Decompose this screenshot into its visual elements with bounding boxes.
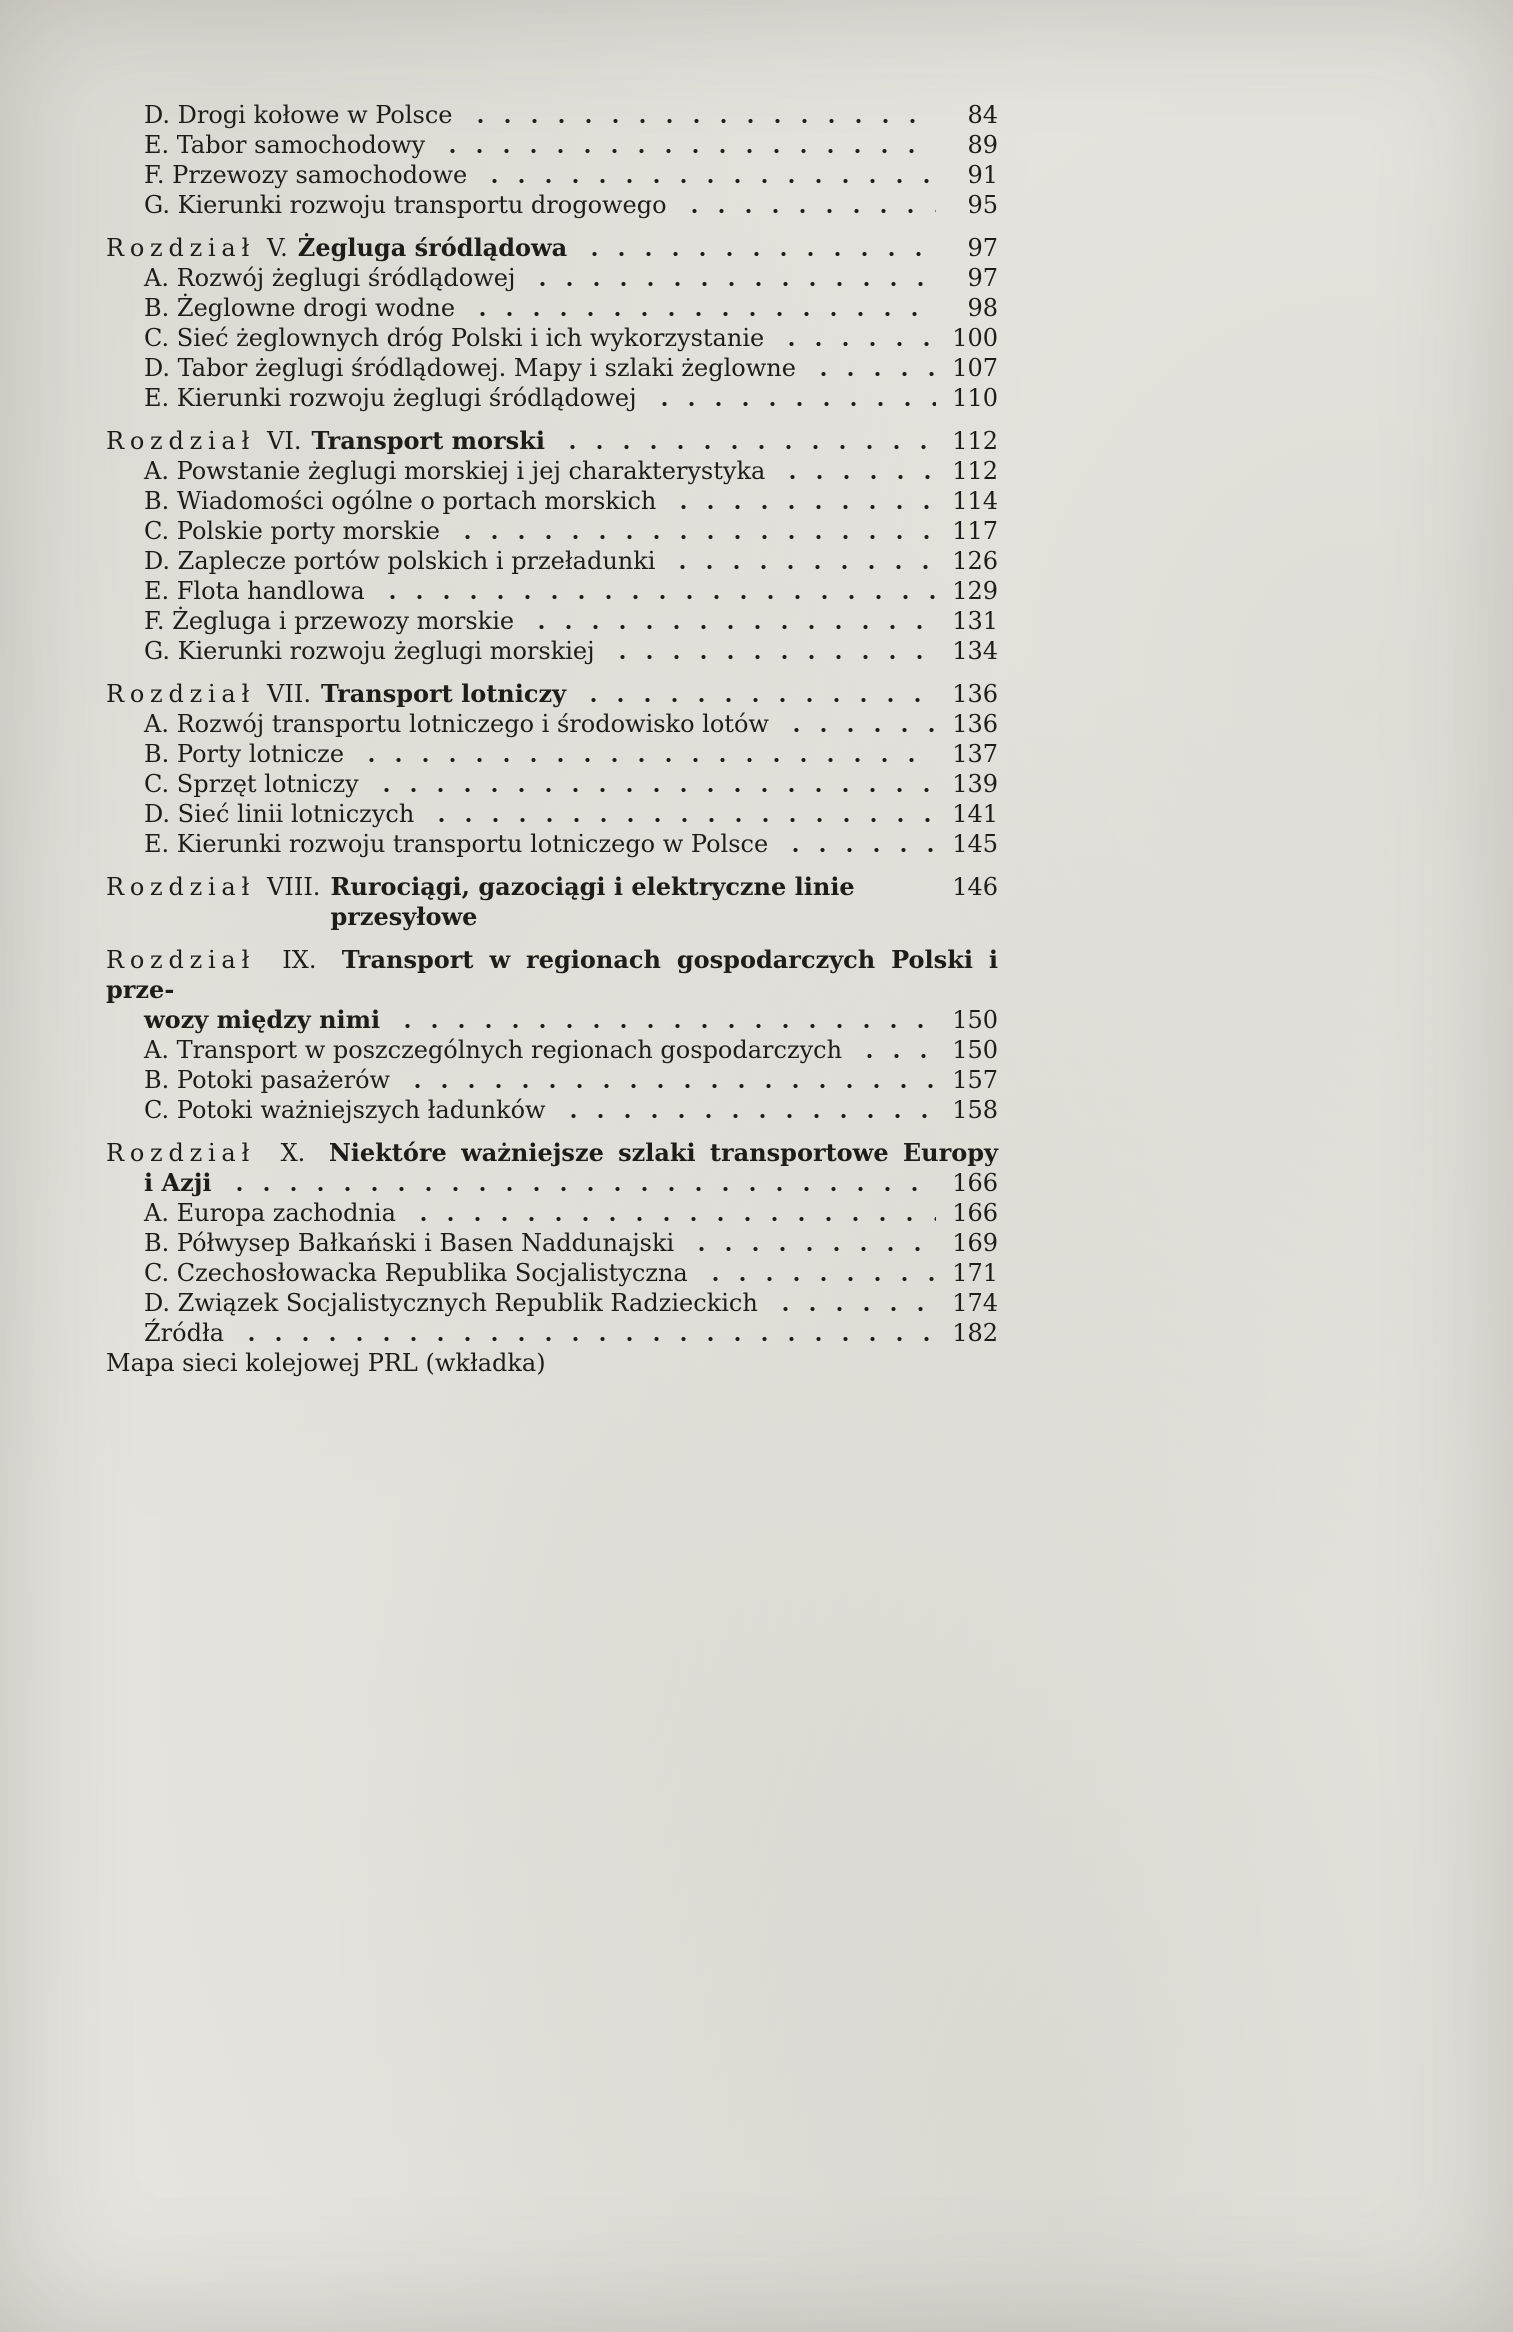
entry-title: D. Zaplecze portów polskich i przeładunki: [144, 547, 656, 575]
entry-title: B. Żeglowne drogi wodne: [144, 294, 456, 322]
toc-line: [106, 1138, 998, 1168]
entry-title: i Azji: [144, 1168, 212, 1197]
entry-title: Transport lotniczy: [320, 679, 567, 708]
dot-leader: [467, 118, 936, 124]
entry-title: C. Sprzęt lotniczy: [144, 770, 359, 798]
chapter-number: IX.: [282, 946, 317, 974]
chapter-number: VIII.: [267, 873, 321, 901]
page-number: 84: [967, 101, 998, 129]
dot-leader: [580, 697, 936, 703]
entry-title: G. Kierunki rozwoju transportu drogowego: [144, 191, 667, 219]
entry-title: Mapa sieci kolejowej PRL (wkładka): [106, 1349, 546, 1377]
entry-title: C. Potoki ważniejszych ładunków: [144, 1096, 546, 1124]
chapter-word: Rozdział: [106, 234, 256, 262]
entry-title: B. Porty lotnicze: [144, 740, 345, 768]
toc-line: [106, 546, 998, 576]
entry-title: Żegluga śródlądowa: [297, 233, 568, 262]
entry-title: C. Sieć żeglownych dróg Polski i ich wykorzystanie: [144, 324, 765, 352]
toc-line: [106, 190, 998, 220]
entry-title: A. Powstanie żeglugi morskiej i jej charakterystyka: [144, 457, 766, 485]
page-number: 171: [952, 1259, 998, 1287]
page-number: 97: [967, 264, 998, 292]
page-number: 150: [952, 1036, 998, 1064]
dot-leader: [609, 654, 936, 660]
entry-title: Transport w regionach gospodarczych Polski i prze-: [106, 945, 998, 1004]
chapter-number: VII.: [267, 680, 311, 708]
dot-leader: [651, 401, 936, 407]
page-number: 89: [967, 131, 998, 159]
entry-title: E. Kierunki rozwoju transportu lotniczego w Polsce: [144, 830, 769, 858]
entry-title: D. Związek Socjalistycznych Republik Radzieckich: [144, 1289, 758, 1317]
toc-line: [106, 739, 998, 769]
entry-title: E. Flota handlowa: [144, 577, 365, 605]
page-number: 136: [952, 680, 998, 708]
toc-line: [106, 636, 998, 666]
chapter-number: X.: [280, 1139, 306, 1167]
toc-line: [106, 606, 998, 636]
entry-title: B. Potoki pasażerów: [144, 1066, 391, 1094]
toc-line: [106, 1035, 998, 1065]
toc-line: [106, 872, 998, 932]
page-number: 91: [967, 161, 998, 189]
dot-leader: [529, 281, 936, 287]
entry-title: C. Polskie porty morskie: [144, 517, 440, 545]
page-number: 150: [952, 1006, 998, 1034]
page-number: 100: [952, 324, 998, 352]
dot-leader: [669, 564, 936, 570]
entry-title: A. Rozwój żeglugi śródlądowej: [144, 264, 516, 292]
chapter-number: V.: [267, 234, 288, 262]
page-number: 182: [952, 1319, 998, 1347]
dot-leader: [528, 624, 936, 630]
chapter-word: Rozdział: [106, 946, 256, 974]
toc-line: [106, 160, 998, 190]
toc-line: [106, 383, 998, 413]
dot-leader: [688, 1246, 936, 1252]
toc-line: [106, 1005, 998, 1035]
dot-leader: [394, 1023, 936, 1029]
toc-line: [106, 709, 998, 739]
page-number: 110: [952, 384, 998, 412]
toc-line: [106, 456, 998, 486]
page-number: 141: [952, 800, 998, 828]
entry-title: F. Przewozy samochodowe: [144, 161, 468, 189]
entry-title: Transport morski: [311, 426, 545, 455]
dot-leader: [238, 1336, 936, 1342]
entry-title: B. Półwysep Bałkański i Basen Naddunajski: [144, 1229, 675, 1257]
dot-leader: [428, 817, 936, 823]
toc-line: [106, 769, 998, 799]
entry-title: F. Żegluga i przewozy morskie: [144, 607, 515, 635]
dot-leader: [439, 148, 936, 154]
toc-line: [106, 1258, 998, 1288]
dot-leader: [783, 727, 936, 733]
page-number: 129: [952, 577, 998, 605]
dot-leader: [454, 534, 936, 540]
entry-title: B. Wiadomości ogólne o portach morskich: [144, 487, 657, 515]
toc-line: [106, 1095, 998, 1125]
page-number: 112: [952, 427, 998, 455]
toc-line: [106, 486, 998, 516]
dot-leader: [856, 1053, 936, 1059]
toc-line: [106, 130, 998, 160]
entry-title: Rurociągi, gazociągi i elektryczne linie przesyłowe: [330, 872, 855, 931]
entry-title: G. Kierunki rozwoju żeglugi morskiej: [144, 637, 595, 665]
dot-leader: [373, 787, 936, 793]
entry-title: E. Kierunki rozwoju żeglugi śródlądowej: [144, 384, 637, 412]
dot-leader: [358, 757, 936, 763]
toc-line: [106, 1348, 998, 1378]
page-number: 134: [952, 637, 998, 665]
entry-title: C. Czechosłowacka Republika Socjalistyczna: [144, 1259, 688, 1287]
entry-title: D. Drogi kołowe w Polsce: [144, 101, 453, 129]
dot-leader: [481, 178, 936, 184]
chapter-word: Rozdział: [106, 873, 256, 901]
page-number: 112: [952, 457, 998, 485]
dot-leader: [560, 1366, 986, 1372]
page-number: 146: [952, 873, 998, 901]
toc-line: [106, 679, 998, 709]
chapter-word: Rozdział: [106, 1139, 256, 1167]
chapter-word: Rozdział: [106, 427, 256, 455]
toc-line: [106, 1288, 998, 1318]
page-number: 117: [952, 517, 998, 545]
entry-title: wozy między nimi: [144, 1005, 381, 1034]
page-number: 98: [967, 294, 998, 322]
toc-line: [106, 1318, 998, 1348]
page-number: 166: [952, 1169, 998, 1197]
toc-line: [106, 829, 998, 859]
toc-line: [106, 516, 998, 546]
entry-title: Niektóre ważniejsze szlaki transportowe Europy: [328, 1138, 998, 1167]
dot-leader: [410, 1216, 936, 1222]
toc-line: [106, 576, 998, 606]
toc-line: [106, 293, 998, 323]
dot-leader: [772, 1306, 936, 1312]
dot-leader: [560, 1113, 936, 1119]
dot-leader: [404, 1083, 936, 1089]
dot-leader: [670, 504, 936, 510]
entry-title: A. Transport w poszczególnych regionach gospodarczych: [144, 1036, 843, 1064]
dot-leader: [681, 208, 936, 214]
toc-line: [106, 945, 998, 1005]
dot-leader: [379, 594, 936, 600]
toc-line: [106, 233, 998, 263]
page-number: 137: [952, 740, 998, 768]
toc-line: [106, 1168, 998, 1198]
dot-leader: [702, 1276, 936, 1282]
entry-title: D. Sieć linii lotniczych: [144, 800, 415, 828]
toc-line: [106, 799, 998, 829]
table-of-contents: [106, 100, 998, 1378]
page-number: 114: [952, 487, 998, 515]
dot-leader: [911, 920, 936, 926]
page-number: 107: [952, 354, 998, 382]
entry-title: D. Tabor żeglugi śródlądowej. Mapy i szlaki żeglowne: [144, 354, 796, 382]
toc-line: [106, 323, 998, 353]
page-number: 166: [952, 1199, 998, 1227]
page-number: 158: [952, 1096, 998, 1124]
dot-leader: [559, 444, 936, 450]
entry-title: Źródła: [144, 1319, 225, 1347]
page-number: 139: [952, 770, 998, 798]
toc-line: [106, 1198, 998, 1228]
dot-leader: [778, 341, 936, 347]
toc-line: [106, 353, 998, 383]
page-number: 145: [952, 830, 998, 858]
dot-leader: [782, 847, 936, 853]
page-number: 136: [952, 710, 998, 738]
page-number: 174: [952, 1289, 998, 1317]
dot-leader: [469, 311, 936, 317]
toc-line: [106, 426, 998, 456]
page-number: 157: [952, 1066, 998, 1094]
page-number: 169: [952, 1229, 998, 1257]
toc-line: [106, 263, 998, 293]
chapter-word: Rozdział: [106, 680, 256, 708]
chapter-number: VI.: [267, 427, 302, 455]
page-number: 95: [967, 191, 998, 219]
toc-line: [106, 100, 998, 130]
toc-line: [106, 1228, 998, 1258]
entry-title: E. Tabor samochodowy: [144, 131, 426, 159]
page-number: 126: [952, 547, 998, 575]
page-number: 97: [967, 234, 998, 262]
dot-leader: [226, 1186, 936, 1192]
toc-line: [106, 1065, 998, 1095]
dot-leader: [779, 474, 936, 480]
entry-title: A. Europa zachodnia: [144, 1199, 396, 1227]
page-number: 131: [952, 607, 998, 635]
dot-leader: [810, 371, 936, 377]
entry-title: A. Rozwój transportu lotniczego i środowisko lotów: [144, 710, 769, 738]
dot-leader: [581, 251, 936, 257]
